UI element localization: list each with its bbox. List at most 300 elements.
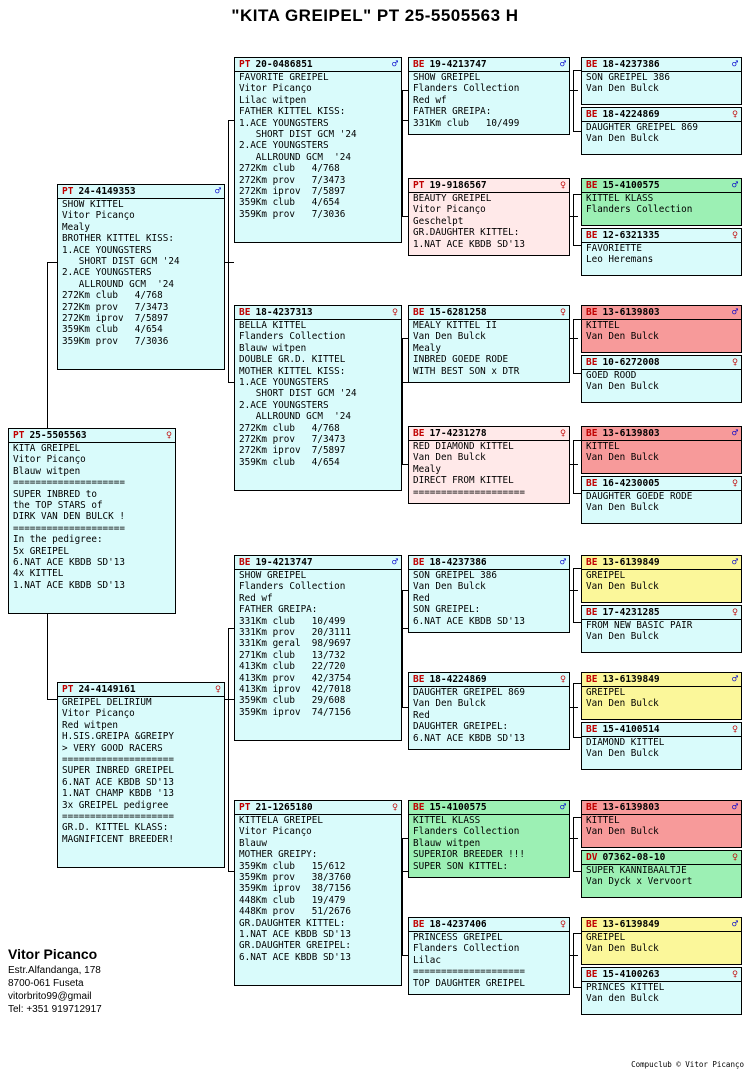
detail-line: BEAUTY GREIPEL xyxy=(413,193,492,204)
detail-line: 331Km club 10/499 xyxy=(239,615,346,627)
pedigree-box-gg3[interactable] xyxy=(408,305,570,383)
box-header xyxy=(235,556,401,569)
pedigree-box-gg2[interactable] xyxy=(408,178,570,256)
detail-line: 272Km club 4/768 xyxy=(62,290,163,302)
detail-line: Van Den Bulck xyxy=(413,581,486,593)
ring-number: 13-6139803 xyxy=(602,428,660,439)
detail-line: 359Km prov 38/3760 xyxy=(239,872,351,884)
pedigree-box-ggg12[interactable] xyxy=(581,722,742,770)
box-body xyxy=(582,686,741,712)
detail-line: Van Dyck x Vervoort xyxy=(586,876,693,888)
pedigree-box-gg4[interactable] xyxy=(408,426,570,504)
detail-line: 272Km prov 7/3473 xyxy=(239,174,346,186)
detail-line: GREIPEL DELIRIUM xyxy=(62,697,152,708)
connector xyxy=(224,699,234,700)
detail-line: SHOW KITTEL xyxy=(62,199,124,210)
detail-line: SHORT DIST GCM '24 xyxy=(239,388,357,400)
detail-line: Flanders Collection xyxy=(413,943,520,955)
country-code: PT xyxy=(413,180,425,191)
detail-line: Red wf xyxy=(239,592,273,604)
detail-line: GREIPEL xyxy=(586,687,626,698)
box-header xyxy=(582,968,741,981)
detail-line: 1.NAT ACE KBDB SD'13 xyxy=(413,238,525,250)
detail-line: DOUBLE GR.D. KITTEL xyxy=(239,354,346,366)
box-header xyxy=(409,556,569,569)
ring-number: 18-4224869 xyxy=(429,674,487,685)
connector xyxy=(573,70,574,132)
detail-line: DAUGHTER GOEDE RODE xyxy=(586,491,693,502)
detail-line: SHOW GREIPEL xyxy=(239,570,307,581)
box-header xyxy=(235,801,401,814)
detail-line: Blauw witpen xyxy=(13,465,81,477)
detail-line: Van Den Bulck xyxy=(586,381,659,393)
box-body xyxy=(409,319,569,379)
detail-line: ==================== xyxy=(13,522,125,534)
detail-line: 1.ACE YOUNGSTERS xyxy=(239,117,329,129)
detail-line: Van Den Bulck xyxy=(586,83,659,95)
detail-line: 272Km prov 7/3473 xyxy=(239,434,346,446)
country-code: BE xyxy=(239,557,251,568)
connector xyxy=(570,464,578,465)
connector xyxy=(570,216,578,217)
connector xyxy=(570,590,578,591)
country-code: DV xyxy=(586,852,598,863)
sex-icon-female: ♀ xyxy=(559,919,566,930)
detail-line: GR.DAUGHTER GREIPEL: xyxy=(239,940,351,952)
box-body xyxy=(582,242,741,268)
sex-icon-female: ♀ xyxy=(731,357,738,368)
detail-line: ALLROUND GCM '24 xyxy=(62,278,174,290)
detail-line: Lilac xyxy=(413,954,441,966)
detail-line: 272Km iprov 7/5897 xyxy=(239,445,346,457)
country-code: BE xyxy=(586,557,598,568)
sex-icon-male: ♂ xyxy=(731,557,738,568)
ring-number: 13-6139849 xyxy=(602,919,660,930)
box-body xyxy=(582,71,741,97)
ring-number: 19-9186567 xyxy=(429,180,487,191)
detail-line: DAUGHTER GREIPEL 869 xyxy=(586,122,698,133)
detail-line: ALLROUND GCM '24 xyxy=(239,411,351,423)
detail-line: 6.NAT ACE KBDB SD'13 xyxy=(13,557,125,569)
connector xyxy=(573,373,581,374)
box-header xyxy=(409,801,569,814)
detail-line: KITTEL xyxy=(586,320,620,331)
detail-line: KITTEL xyxy=(586,815,620,826)
detail-line: SUPER INBRED to xyxy=(13,488,97,500)
pedigree-box-ggg6[interactable] xyxy=(581,355,742,403)
box-body xyxy=(235,814,401,965)
sex-icon-female: ♀ xyxy=(731,607,738,618)
sex-icon-male: ♂ xyxy=(214,186,221,197)
detail-line: Blauw witpen xyxy=(413,837,481,849)
box-header xyxy=(582,229,741,242)
country-code: PT xyxy=(62,186,74,197)
country-code: BE xyxy=(586,428,598,439)
detail-line: 1.NAT CHAMP KBDB '13 xyxy=(62,788,174,800)
connector xyxy=(402,590,403,707)
pedigree-box-ggg4[interactable] xyxy=(581,228,742,276)
owner-address-block xyxy=(8,948,218,1016)
owner-name: Vitor Picanco xyxy=(8,946,98,962)
pedigree-box-gg5[interactable] xyxy=(408,555,570,633)
page-title: "KITA GREIPEL" PT 25-5505563 H xyxy=(231,6,519,25)
pedigree-box-ggg14[interactable] xyxy=(581,850,742,898)
detail-line: Lilac witpen xyxy=(239,94,307,106)
detail-line: In the pedigree: xyxy=(13,534,103,546)
ring-number: 13-6139849 xyxy=(602,674,660,685)
box-body xyxy=(409,814,569,874)
connector xyxy=(573,933,581,934)
box-header xyxy=(582,918,741,931)
detail-line: 6.NAT ACE KBDB SD'13 xyxy=(239,951,351,963)
sex-icon-male: ♂ xyxy=(559,59,566,70)
pedigree-box-dam[interactable] xyxy=(57,682,225,868)
connector xyxy=(573,319,581,320)
box-header xyxy=(58,683,224,696)
connector xyxy=(402,838,403,955)
box-body xyxy=(409,192,569,252)
pedigree-box-g3[interactable] xyxy=(234,555,402,741)
sex-icon-male: ♂ xyxy=(731,802,738,813)
pedigree-box-gg1[interactable] xyxy=(408,57,570,135)
country-code: BE xyxy=(586,478,598,489)
detail-line: FROM NEW BASIC PAIR xyxy=(586,620,693,631)
detail-line: DAUGHTER GREIPEL 869 xyxy=(413,687,525,698)
connector xyxy=(573,245,581,246)
detail-line: 2.ACE YOUNGSTERS xyxy=(239,140,329,152)
sex-icon-male: ♂ xyxy=(559,557,566,568)
box-body xyxy=(582,931,741,957)
detail-line: SHORT DIST GCM '24 xyxy=(239,129,357,141)
connector xyxy=(573,319,574,374)
detail-line: GR.DAUGHTER KITTEL: xyxy=(413,227,520,239)
pedigree-box-ggg1[interactable] xyxy=(581,57,742,105)
owner-phone: Tel: +351 919712917 xyxy=(8,1004,102,1015)
detail-line: 2.ACE YOUNGSTERS xyxy=(239,399,329,411)
detail-line: ==================== xyxy=(13,477,125,489)
detail-line: Van Den Bulck xyxy=(586,748,659,760)
detail-line: 331Km geral 98/9697 xyxy=(239,638,351,650)
detail-line: Flanders Collection xyxy=(239,331,346,343)
connector xyxy=(224,262,234,263)
sex-icon-female: ♀ xyxy=(731,969,738,980)
sex-icon-female: ♀ xyxy=(731,109,738,120)
detail-line: 1.NAT ACE KBDB SD'13 xyxy=(13,579,125,591)
detail-line: 448Km club 19/479 xyxy=(239,894,346,906)
detail-line: 359Km club 4/654 xyxy=(239,456,340,468)
ring-number: 20-0486851 xyxy=(255,59,313,70)
connector xyxy=(573,568,581,569)
detail-line: 272Km club 4/768 xyxy=(239,422,340,434)
sex-icon-female: ♀ xyxy=(391,802,398,813)
detail-line: ==================== xyxy=(413,966,525,978)
detail-line: SHORT DIST GCM '24 xyxy=(62,256,180,268)
detail-line: ALLROUND GCM '24 xyxy=(239,151,351,163)
software-credit: Compuclub © Vitor Picanço xyxy=(631,1060,744,1069)
country-code: BE xyxy=(586,969,598,980)
country-code: BE xyxy=(413,919,425,930)
sex-icon-female: ♀ xyxy=(731,230,738,241)
connector xyxy=(573,683,574,738)
sex-icon-male: ♂ xyxy=(731,59,738,70)
pedigree-box-g1[interactable] xyxy=(234,57,402,243)
detail-line: Van Den Bulck xyxy=(586,826,659,838)
box-header xyxy=(409,918,569,931)
ring-number: 15-4100575 xyxy=(429,802,487,813)
pedigree-box-ggg15[interactable] xyxy=(581,917,742,965)
detail-line: 6.NAT ACE KBDB SD'13 xyxy=(62,776,174,788)
box-header xyxy=(582,723,741,736)
box-header xyxy=(582,58,741,71)
sex-icon-female: ♀ xyxy=(731,478,738,489)
country-code: BE xyxy=(586,109,598,120)
connector xyxy=(573,131,581,132)
detail-line: BROTHER KITTEL KISS: xyxy=(62,233,174,245)
detail-line: 2.ACE YOUNGSTERS xyxy=(62,267,152,279)
detail-line: Flanders Collection xyxy=(586,204,693,216)
connector xyxy=(573,194,581,195)
detail-line: MOTHER GREIPY: xyxy=(239,849,318,861)
pedigree-box-ggg10[interactable] xyxy=(581,605,742,653)
detail-line: 359Km prov 7/3036 xyxy=(239,208,346,220)
sex-icon-female: ♀ xyxy=(214,684,221,695)
detail-line: 359Km club 4/654 xyxy=(62,324,163,336)
country-code: BE xyxy=(586,59,598,70)
ring-number: 18-4224869 xyxy=(602,109,660,120)
box-header xyxy=(235,306,401,319)
box-body xyxy=(582,369,741,395)
box-header xyxy=(409,673,569,686)
pedigree-box-ggg11[interactable] xyxy=(581,672,742,720)
detail-line: Red wf xyxy=(413,94,447,106)
box-header xyxy=(582,477,741,490)
detail-line: Blauw xyxy=(239,837,267,849)
detail-line: SHOW GREIPEL xyxy=(413,72,481,83)
ring-number: 15-4100575 xyxy=(602,180,660,191)
sex-icon-male: ♂ xyxy=(731,674,738,685)
detail-line: 413Km iprov 42/7018 xyxy=(239,684,351,696)
sex-icon-female: ♀ xyxy=(559,428,566,439)
pedigree-box-ggg16[interactable] xyxy=(581,967,742,1015)
pedigree-box-g2[interactable] xyxy=(234,305,402,491)
detail-line: 3x GREIPEL pedigree xyxy=(62,799,169,811)
pedigree-box-ggg2[interactable] xyxy=(581,107,742,155)
box-body xyxy=(582,121,741,147)
box-header xyxy=(582,306,741,319)
sex-icon-female: ♀ xyxy=(559,674,566,685)
box-body xyxy=(582,440,741,466)
detail-line: Vitor Picanço xyxy=(62,708,135,720)
box-body xyxy=(9,442,175,593)
pedigree-box-ggg5[interactable] xyxy=(581,305,742,353)
ring-number: 13-6139849 xyxy=(602,557,660,568)
pedigree-box-gg7[interactable] xyxy=(408,800,570,878)
ring-number: 18-4237386 xyxy=(429,557,487,568)
pedigree-box-sire[interactable] xyxy=(57,184,225,370)
detail-line: ==================== xyxy=(62,811,174,823)
connector xyxy=(573,568,574,623)
detail-line: Mealy xyxy=(62,221,90,233)
box-header xyxy=(409,427,569,440)
detail-line: KITA GREIPEL xyxy=(13,443,81,454)
connector xyxy=(402,338,403,464)
detail-line: INBRED GOEDE RODE xyxy=(413,354,509,366)
detail-line: MEALY KITTEL II xyxy=(413,320,497,331)
detail-line: RED DIAMOND KITTEL xyxy=(413,441,514,452)
connector xyxy=(573,987,581,988)
ring-number: 18-4237313 xyxy=(255,307,313,318)
connector xyxy=(570,338,578,339)
connector xyxy=(570,90,578,91)
pedigree-box-ggg7[interactable] xyxy=(581,426,742,474)
detail-line: H.SIS.GREIPA &GREIPY xyxy=(62,731,174,743)
detail-line: SUPERIOR BREEDER !!! xyxy=(413,849,525,861)
ring-number: 18-4237386 xyxy=(602,59,660,70)
detail-line: 6.NAT ACE KBDB SD'13 xyxy=(413,615,525,627)
sex-icon-female: ♀ xyxy=(731,852,738,863)
box-body xyxy=(582,490,741,516)
ring-number: 13-6139803 xyxy=(602,307,660,318)
detail-line: Red witpen xyxy=(62,719,118,731)
country-code: BE xyxy=(586,724,598,735)
detail-line: Mealy xyxy=(413,463,441,475)
detail-line: 359Km iprov 38/7156 xyxy=(239,883,351,895)
detail-line: 272Km prov 7/3473 xyxy=(62,301,169,313)
sex-icon-female: ♀ xyxy=(559,180,566,191)
detail-line: GR.D. KITTEL KLASS: xyxy=(62,822,169,834)
ring-number: 24-4149161 xyxy=(78,684,136,695)
sex-icon-female: ♀ xyxy=(391,307,398,318)
box-body xyxy=(582,569,741,595)
country-code: BE xyxy=(413,557,425,568)
detail-line: ==================== xyxy=(413,486,525,498)
detail-line: 413Km prov 42/3754 xyxy=(239,672,351,684)
detail-line: Mealy xyxy=(413,342,441,354)
box-header xyxy=(235,58,401,71)
box-body xyxy=(235,569,401,720)
country-code: PT xyxy=(13,430,25,441)
detail-line: 1.ACE YOUNGSTERS xyxy=(239,377,329,389)
detail-line: 359Km club 15/612 xyxy=(239,860,346,872)
detail-line: 272Km iprov 7/5897 xyxy=(239,186,346,198)
detail-line: 6.NAT ACE KBDB SD'13 xyxy=(413,732,525,744)
ring-number: 19-4213747 xyxy=(255,557,313,568)
connector xyxy=(573,440,574,494)
pedigree-box-ggg8[interactable] xyxy=(581,476,742,524)
country-code: BE xyxy=(413,59,425,70)
connector xyxy=(573,493,581,494)
detail-line: Vitor Picanço xyxy=(62,210,135,222)
ring-number: 17-4231278 xyxy=(429,428,487,439)
detail-line: KITTEL KLASS xyxy=(413,815,481,826)
connector xyxy=(228,120,229,382)
box-body xyxy=(235,71,401,222)
country-code: BE xyxy=(586,357,598,368)
detail-line: GREIPEL xyxy=(586,570,626,581)
connector xyxy=(570,955,578,956)
detail-line: Flanders Collection xyxy=(239,581,346,593)
detail-line: 272Km iprov 7/5897 xyxy=(62,313,169,325)
pedigree-box-ggg3[interactable] xyxy=(581,178,742,226)
detail-line: KITTEL KLASS xyxy=(586,193,654,204)
country-code: BE xyxy=(413,428,425,439)
pedigree-box-gg8[interactable] xyxy=(408,917,570,995)
detail-line: DAUGHTER GREIPEL: xyxy=(413,721,509,733)
detail-line: PRINCES KITTEL xyxy=(586,982,665,993)
detail-line: FAVORITE GREIPEL xyxy=(239,72,329,83)
sex-icon-female: ♀ xyxy=(559,307,566,318)
detail-line: DIRECT FROM KITTEL xyxy=(413,475,514,487)
connector xyxy=(570,838,578,839)
detail-line: FATHER GREIPA: xyxy=(413,106,492,118)
detail-line: Van Den Bulck xyxy=(586,943,659,955)
pedigree-box-subject[interactable] xyxy=(8,428,176,614)
detail-line: 359Km club 29/608 xyxy=(239,695,346,707)
detail-line: 272Km club 4/768 xyxy=(239,163,340,175)
detail-line: 448Km prov 51/2676 xyxy=(239,906,351,918)
detail-line: BELLA KITTEL xyxy=(239,320,307,331)
box-body xyxy=(58,198,224,349)
detail-line: Vitor Picanço xyxy=(239,826,312,838)
detail-line: SUPER INBRED GREIPEL xyxy=(62,765,174,777)
box-header xyxy=(582,606,741,619)
box-body xyxy=(409,569,569,629)
connector xyxy=(573,622,581,623)
sex-icon-male: ♂ xyxy=(731,919,738,930)
connector xyxy=(573,817,581,818)
box-header xyxy=(409,58,569,71)
sex-icon-male: ♂ xyxy=(731,180,738,191)
detail-line: FATHER GREIPA: xyxy=(239,604,318,616)
sex-icon-male: ♂ xyxy=(731,307,738,318)
box-body xyxy=(409,686,569,746)
box-body xyxy=(582,736,741,762)
detail-line: 4x KITTEL xyxy=(13,568,64,580)
detail-line: SON GREIPEL: xyxy=(413,604,481,616)
connector xyxy=(573,194,574,246)
ring-number: 24-4149353 xyxy=(78,186,136,197)
box-header xyxy=(582,108,741,121)
pedigree-box-g4[interactable] xyxy=(234,800,402,986)
pedigree-box-gg6[interactable] xyxy=(408,672,570,750)
country-code: PT xyxy=(239,802,251,813)
box-header xyxy=(409,306,569,319)
ring-number: 15-4100263 xyxy=(602,969,660,980)
connector xyxy=(573,871,581,872)
detail-line: 359Km prov 7/3036 xyxy=(62,335,169,347)
box-body xyxy=(582,319,741,345)
country-code: BE xyxy=(586,307,598,318)
ring-number: 12-6321335 xyxy=(602,230,660,241)
ring-number: 17-4231285 xyxy=(602,607,660,618)
detail-line: 1.NAT ACE KBDB SD'13 xyxy=(239,929,351,941)
detail-line: Leo Heremans xyxy=(586,254,654,266)
pedigree-box-ggg9[interactable] xyxy=(581,555,742,603)
detail-line: KITTELA GREIPEL xyxy=(239,815,323,826)
connector xyxy=(573,933,574,988)
detail-line: 271Km club 13/732 xyxy=(239,649,346,661)
sex-icon-male: ♂ xyxy=(391,557,398,568)
ring-number: 10-6272008 xyxy=(602,357,660,368)
detail-line: Van Den Bulck xyxy=(586,452,659,464)
detail-line: Vitor Picanço xyxy=(239,83,312,95)
detail-line: Van Den Bulck xyxy=(413,698,486,710)
detail-line: Flanders Collection xyxy=(413,83,520,95)
pedigree-box-ggg13[interactable] xyxy=(581,800,742,848)
sex-icon-female: ♀ xyxy=(731,724,738,735)
sex-icon-male: ♂ xyxy=(559,802,566,813)
connector xyxy=(573,683,581,684)
